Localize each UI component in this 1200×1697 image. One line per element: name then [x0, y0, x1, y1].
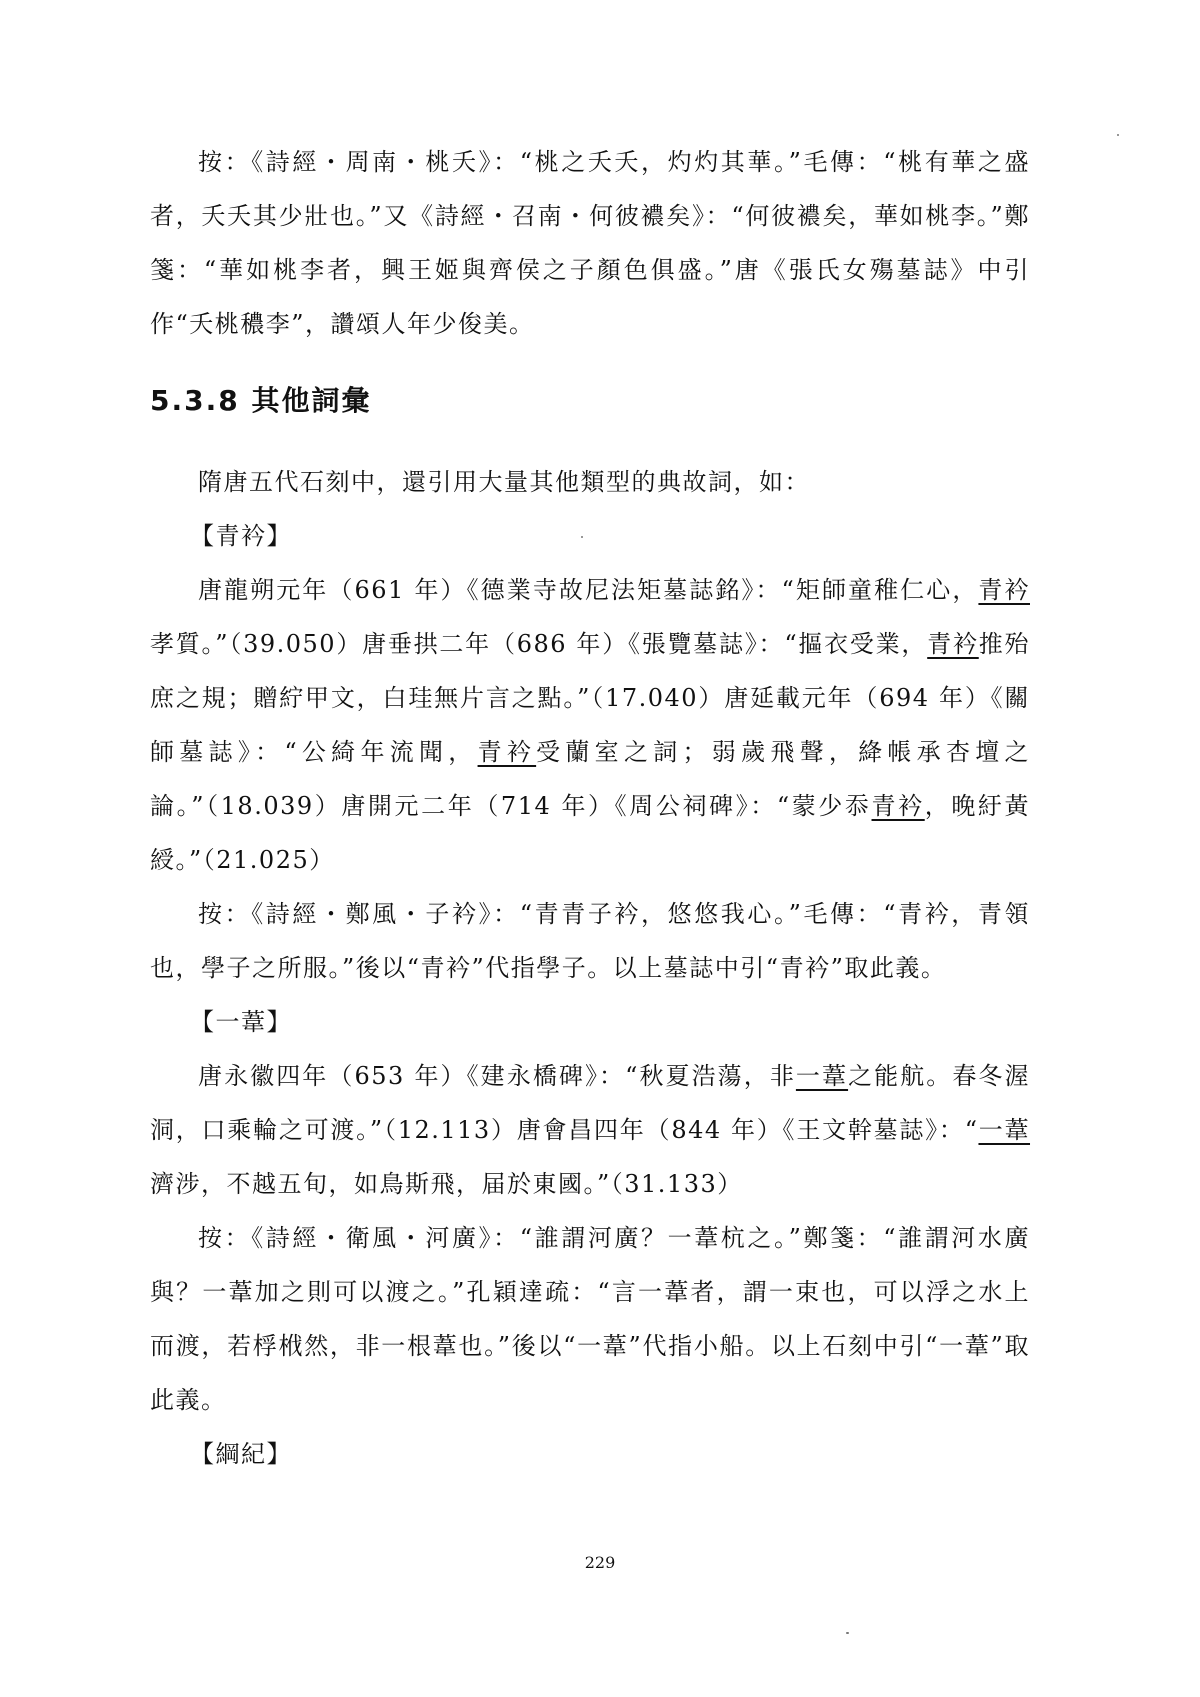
paragraph-annotation-zijin [150, 887, 1030, 995]
underlined-term: 一葦 [795, 1062, 849, 1090]
underlined-term: 青衿 [978, 576, 1030, 604]
citation-text: 推殆庶之規；贈紵甲文，白珪無片言之點。”（17.040）唐延載元年（694 年）《關師墓誌》：“公綺年流聞， [150, 630, 1031, 766]
intro-paragraph: 隋唐五代石刻中，還引用大量其他類型的典故詞，如： [198, 468, 810, 496]
citation-text: 孝質。”（39.050）唐垂拱二年（686 年）《張覽墓誌》：“摳衣受業， [150, 630, 928, 658]
section-heading: 5.3.8 其他詞彙 [150, 384, 372, 417]
underlined-term: 一葦 [978, 1116, 1031, 1144]
citation-text: 濟涉，不越五旬，如鳥斯飛，届於東國。”（31.133） [150, 1170, 743, 1198]
paragraph-qingjin-citations [150, 563, 1030, 887]
paragraph-text: 按：《詩經・衛風・河廣》：“誰謂河廣？一葦杭之。”鄭箋：“誰謂河水廣與？一葦加之則可以渡之。”孔穎達疏：“言一葦者，謂一束也，可以浮之水上而渡，若桴栰然，非一根葦也。”後以“一葦”代指小船。以上石刻中引“一葦”取此義。 [150, 1224, 1030, 1414]
term-heading-gangji: 【綱紀】 [190, 1440, 292, 1468]
paragraph-text: 按：《詩經・周南・桃夭》：“桃之夭夭，灼灼其華。”毛傳：“桃有華之盛者，夭夭其少壯也。”又《詩經・召南・何彼襛矣》：“何彼襛矣，華如桃李。”鄭箋：“華如桃李者，興王姬與齊侯之子顏色俱盛。”唐《張氏女殤墓誌》中引作“夭桃穠李”，讚頌人年少俊美。 [150, 148, 1030, 338]
citation-text: 受蘭室之詞；弱歲飛聲，絳帳承杏壇之論。”（18.039）唐開元二年（714 年）《周公祠碑》：“蒙少忝 [150, 738, 1031, 820]
citation-text: 唐永徽四年（653 年）《建永橋碑》：“秋夏浩蕩，非 [198, 1062, 796, 1090]
scan-speck [846, 1632, 849, 1634]
underlined-term: 青衿 [477, 738, 537, 766]
paragraph-annotation-taoyao [150, 135, 1030, 351]
scan-speck [581, 536, 583, 538]
underlined-term: 青衿 [927, 630, 979, 658]
underlined-term: 青衿 [871, 792, 925, 820]
citation-text: 唐龍朔元年（661 年）《德業寺故尼法矩墓誌銘》：“矩師童稚仁心， [198, 576, 979, 604]
paragraph-text: 按：《詩經・鄭風・子衿》：“青青子衿，悠悠我心。”毛傳：“青衿，青領也，學子之所服。”後以“青衿”代指學子。以上墓誌中引“青衿”取此義。 [150, 900, 1030, 982]
citation-text: ，晚紆黃綬。”（21.025） [150, 792, 1031, 874]
term-heading-yiwei: 【一葦】 [190, 1008, 292, 1036]
page-number: 229 [584, 1553, 616, 1572]
citation-text: 之能航。春冬渥洞，口乘輪之可渡。”（12.113）唐會昌四年（844 年）《王文幹墓誌》：“ [150, 1062, 1031, 1144]
paragraph-annotation-heguang [150, 1211, 1030, 1427]
body-text [150, 135, 1030, 1481]
term-heading-qingjin: 【青衿】 [190, 522, 292, 550]
paragraph-yiwei-citations [150, 1049, 1030, 1211]
scan-speck [1117, 134, 1119, 136]
